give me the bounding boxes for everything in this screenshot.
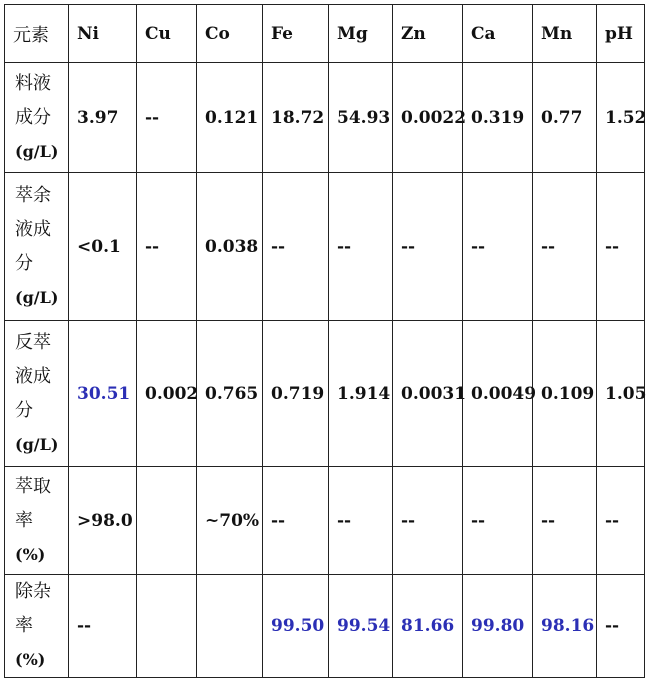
- header-cell-ca: Ca: [463, 5, 533, 63]
- row-label: 除杂 率 (%): [5, 575, 69, 678]
- table-cell: --: [533, 173, 597, 321]
- table-row: [5, 63, 645, 173]
- table-cell: <0.1: [69, 173, 137, 321]
- table-row: [5, 575, 645, 678]
- table-cell: --: [137, 173, 197, 321]
- table-cell: 0.121: [197, 63, 263, 173]
- header-cell-co: Co: [197, 5, 263, 63]
- table-cell-highlight: 98.16: [533, 575, 597, 678]
- table-cell: 0.0049: [463, 321, 533, 467]
- table-cell: 0.038: [197, 173, 263, 321]
- table-cell: 1.914: [329, 321, 393, 467]
- table-cell: 0.719: [263, 321, 329, 467]
- table-cell-highlight: 81.66: [393, 575, 463, 678]
- data-table-container: [4, 4, 645, 678]
- table-row: [5, 321, 645, 467]
- table-cell: 0.109: [533, 321, 597, 467]
- header-cell-zn: Zn: [393, 5, 463, 63]
- header-cell-ni: Ni: [69, 5, 137, 63]
- table-cell: >98.0: [69, 467, 137, 575]
- table-cell: 0.0022: [393, 63, 463, 173]
- table-cell: --: [597, 575, 645, 678]
- table-cell: --: [597, 467, 645, 575]
- table-cell: --: [329, 173, 393, 321]
- table-row: [5, 467, 645, 575]
- table-cell: 0.77: [533, 63, 597, 173]
- header-cell-ph: pH: [597, 5, 645, 63]
- table-cell-highlight: 99.50: [263, 575, 329, 678]
- table-cell: [197, 575, 263, 678]
- table-cell: [137, 467, 197, 575]
- table-cell: 0.765: [197, 321, 263, 467]
- table-cell: --: [463, 173, 533, 321]
- table-cell: 0.319: [463, 63, 533, 173]
- table-cell: --: [533, 467, 597, 575]
- table-cell: --: [69, 575, 137, 678]
- header-cell-mn: Mn: [533, 5, 597, 63]
- table-cell: --: [597, 173, 645, 321]
- table-cell: --: [263, 173, 329, 321]
- table-cell: 54.93: [329, 63, 393, 173]
- table-cell: 1.52: [597, 63, 645, 173]
- table-cell-highlight: 99.80: [463, 575, 533, 678]
- header-row: [5, 5, 645, 63]
- header-cell-mg: Mg: [329, 5, 393, 63]
- row-label: 萃余 液成 分 (g/L): [5, 173, 69, 321]
- table-cell: 18.72: [263, 63, 329, 173]
- table-cell: 0.002: [137, 321, 197, 467]
- table-cell: --: [393, 173, 463, 321]
- table-cell: --: [463, 467, 533, 575]
- table-cell: --: [263, 467, 329, 575]
- table-cell: 1.05: [597, 321, 645, 467]
- table-row: [5, 173, 645, 321]
- row-label: 萃取 率 (%): [5, 467, 69, 575]
- header-cell-fe: Fe: [263, 5, 329, 63]
- table-cell-highlight: 30.51: [69, 321, 137, 467]
- table-cell: --: [329, 467, 393, 575]
- element-composition-table: [4, 4, 645, 678]
- table-cell: --: [137, 63, 197, 173]
- table-cell: 3.97: [69, 63, 137, 173]
- table-cell-highlight: 99.54: [329, 575, 393, 678]
- table-cell: 0.0031: [393, 321, 463, 467]
- header-cell-element: 元素: [5, 5, 69, 63]
- table-cell: [137, 575, 197, 678]
- header-cell-cu: Cu: [137, 5, 197, 63]
- table-cell: ~70%: [197, 467, 263, 575]
- row-label: 反萃 液成 分 (g/L): [5, 321, 69, 467]
- table-cell: --: [393, 467, 463, 575]
- row-label: 料液 成分 (g/L): [5, 63, 69, 173]
